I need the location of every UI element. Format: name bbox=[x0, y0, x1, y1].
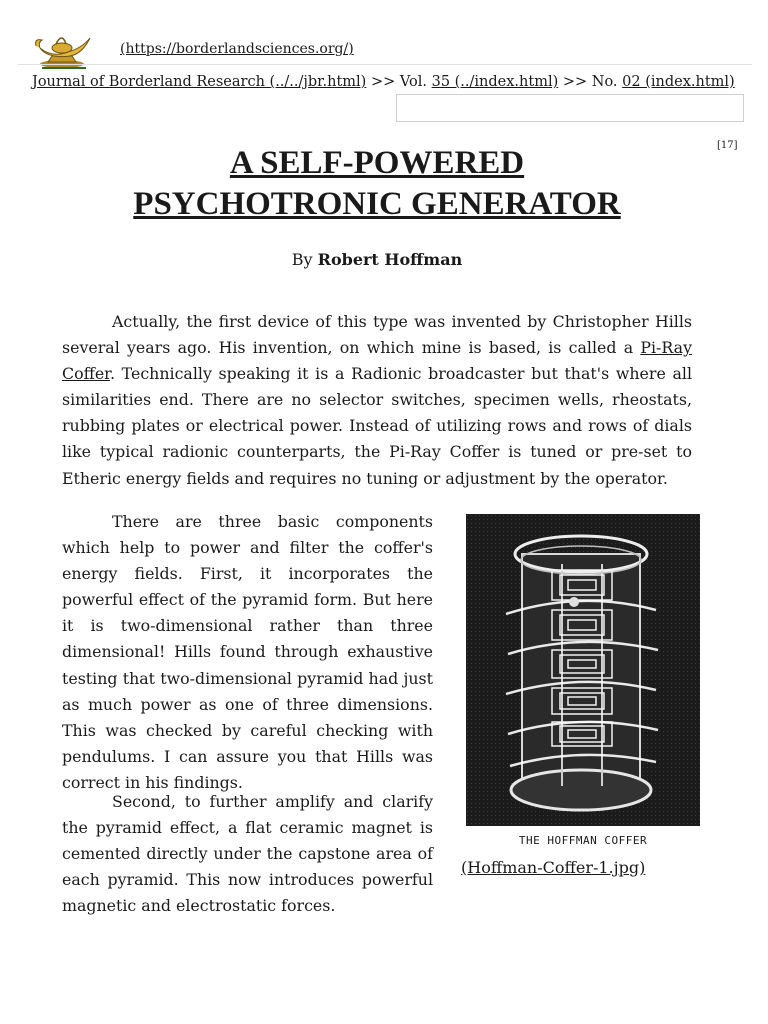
breadcrumb-separator: >> Vol. bbox=[366, 74, 432, 90]
breadcrumb-volume-link[interactable]: 35 (../index.html) bbox=[431, 74, 559, 90]
hoffman-coffer-figure bbox=[466, 514, 700, 856]
paragraph-2: There are three basic components which help to power and filter the coffer's energy fields. First, it incorporates the powerful effect of the pyramid form. But here it is two-dimensional rather than three dimensional! Hills found through exhaustive testing that two-dimensional pyramid had just as much power as one of three dimensions. This was checked by careful checking with pendulums. I can assure you that Hills was correct in his findings. bbox=[62, 512, 433, 792]
paragraph-1 bbox=[62, 309, 692, 492]
byline-prefix: By bbox=[291, 250, 318, 269]
footnote-reference[interactable]: [17] bbox=[717, 140, 738, 151]
hoffman-coffer-photo[interactable] bbox=[466, 514, 700, 826]
breadcrumb bbox=[32, 74, 735, 90]
article-title bbox=[62, 143, 692, 225]
breadcrumb-separator: >> No. bbox=[558, 74, 623, 90]
paragraph-1-text-a: Actually, the first device of this type was invented by Christopher Hills several years ago. His invention, on which mine is based, is called a bbox=[62, 312, 692, 358]
site-header bbox=[22, 24, 752, 68]
breadcrumb-issue-link[interactable]: 02 (index.html) bbox=[622, 74, 735, 90]
author-name: Robert Hoffman bbox=[317, 250, 463, 269]
search-input[interactable] bbox=[396, 94, 744, 122]
header-divider bbox=[18, 64, 752, 65]
pi-ray-coffer-link[interactable]: Pi-Ray Coffer bbox=[62, 338, 692, 384]
title-line-2: PSYCHOTRONIC GENERATOR bbox=[133, 186, 621, 222]
site-home-link[interactable]: (https://borderlandsciences.org/) bbox=[120, 41, 354, 57]
paragraph-3: Second, to further amplify and clarify the pyramid effect, a flat ceramic magnet is cemented directly under the capstone area of each pyramid. This now introduces powerful magnetic and electrostatic forces. bbox=[62, 792, 433, 916]
figure-image-link[interactable]: (Hoffman-Coffer-1.jpg) bbox=[461, 858, 646, 877]
title-line-1: A SELF-POWERED bbox=[229, 145, 525, 181]
byline bbox=[62, 250, 692, 269]
breadcrumb-journal-link[interactable]: Journal of Borderland Research (../../jbr.html) bbox=[32, 74, 367, 90]
paragraph-1-text-b: . Technically speaking it is a Radionic broadcaster but that's where all similarities end. There are no selector switches, specimen wells, rheostats, rubbing plates or electrical power. Instead of utilizing rows and rows of dials like typical radionic counterparts, the Pi-Ray Coffer is tuned or pre-set to Etheric energy fields and requires no tuning or adjustment by the operator. bbox=[62, 364, 692, 488]
figure-caption: THE HOFFMAN COFFER bbox=[518, 834, 648, 847]
